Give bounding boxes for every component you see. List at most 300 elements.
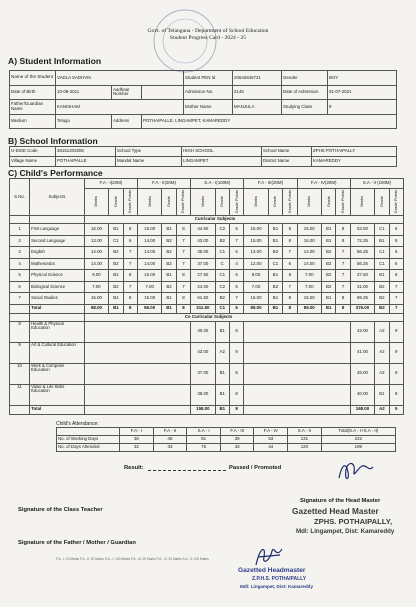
subject-score: 7: [123, 247, 137, 259]
header-line2: Student Progress Card - 2024 - 25: [169, 35, 247, 41]
subject-score: 15.00: [244, 224, 268, 236]
cocurricular-sa2: 9: [389, 321, 403, 342]
attendance-corner: [57, 428, 120, 436]
subject-score: 7: [336, 270, 350, 282]
spacer: [10, 313, 30, 321]
attendance-row-label: No. of Days Attended: [57, 444, 120, 452]
blank: [244, 384, 350, 405]
sub-header-label: Grade: [166, 195, 172, 207]
subject-score: 4: [229, 258, 243, 270]
sub-header: [268, 189, 282, 216]
gender-value: BOY: [328, 71, 397, 86]
sub-header: [283, 189, 297, 216]
subject-score: 8: [123, 270, 137, 282]
subject-score: 16.00: [297, 224, 321, 236]
school-type-value: HIGH SCHOOL: [182, 147, 262, 157]
subject-score: 7: [389, 293, 403, 305]
total-score: 7: [389, 304, 403, 313]
attendance-value: 33: [153, 444, 187, 452]
cocurricular-sa1: A2: [215, 342, 229, 363]
subject-score: B1: [109, 270, 123, 282]
subject-score: B1: [375, 235, 389, 247]
subject-score: 16.00: [84, 293, 108, 305]
subject-score: B1: [268, 224, 282, 236]
sub-header: [215, 189, 229, 216]
gender-label: Gender: [282, 71, 328, 86]
attendance-header: F.A - III: [220, 428, 254, 436]
subject-name: First Language: [30, 224, 85, 236]
subject-score: C: [215, 258, 229, 270]
subject-score: 7.00: [137, 281, 161, 293]
sub-header: [350, 189, 374, 216]
total-score: C1: [215, 304, 229, 313]
admission-label: Admission No.: [184, 85, 233, 100]
subject-score: 7.00: [297, 270, 321, 282]
subject-score: 14.00: [137, 247, 161, 259]
admission-value: 2146: [233, 85, 282, 100]
subject-score: 14.00: [137, 235, 161, 247]
subject-score: B2: [162, 247, 176, 259]
subject-name: Physical Science: [30, 270, 85, 282]
subject-score: 7.00: [297, 281, 321, 293]
subject-score: 8: [176, 224, 190, 236]
subject-score: 8: [123, 293, 137, 305]
subject-score: 14.00: [84, 258, 108, 270]
result-value: Passed / Promoted: [229, 465, 282, 471]
subject-score: B2: [321, 270, 335, 282]
subject-score: 8: [336, 293, 350, 305]
performance-table: [9, 178, 404, 415]
subject-score: B2: [375, 293, 389, 305]
subject-score: C1: [375, 258, 389, 270]
sub-header: [176, 189, 190, 216]
cocurricular-sa1: 38.00: [191, 384, 215, 405]
subject-sno: 5: [10, 270, 30, 282]
attendance-value: 33: [220, 444, 254, 452]
aadhaar-value: [142, 85, 184, 100]
exam-header: S.A - II (100M): [350, 179, 403, 189]
subject-score: 15.00: [297, 293, 321, 305]
subject-score: 15.00: [137, 224, 161, 236]
blank: [244, 405, 350, 414]
exam-header: F.A - I(20M): [84, 179, 137, 189]
sub-header: [297, 189, 321, 216]
father-value: KANISHAM: [56, 100, 184, 115]
subject-score: 7: [336, 247, 350, 259]
subject-score: B2: [109, 247, 123, 259]
exam-header: F.A - IV(20M): [297, 179, 350, 189]
subject-score: 6: [123, 235, 137, 247]
curricular-title: Curricular Subjects: [84, 216, 403, 224]
hm-stamp-line3: Mdl: Lingampet, Dist: Kamareddy: [296, 528, 395, 535]
blank: [244, 342, 350, 363]
total-score: B1: [109, 304, 123, 313]
subject-score: 35.00: [191, 247, 215, 259]
subject-score: C2: [215, 281, 229, 293]
attendance-row-label: No. of Working Days: [57, 436, 120, 444]
subject-sno: 3: [10, 247, 30, 259]
cocurricular-title: Co Curricular Subjects: [84, 313, 403, 321]
attendance-header: S.A - II: [288, 428, 322, 436]
subject-score: 8: [176, 293, 190, 305]
col-sno-header: S.No.: [10, 179, 30, 216]
sub-header: [137, 189, 161, 216]
address-value: POTHAIPALLE, LINGAMPET, KAMAREDDY: [142, 114, 397, 129]
cocurricular-sa1: 9: [229, 342, 243, 363]
subject-score: B2: [321, 258, 335, 270]
subject-score: 24.00: [191, 281, 215, 293]
headmaster-signature: [336, 458, 376, 486]
subject-score: B1: [162, 270, 176, 282]
cocurricular-total-label: Total: [30, 405, 85, 414]
pen-label: Student PEN Id: [184, 71, 233, 86]
subject-score: C1: [375, 224, 389, 236]
sub-header-label: Grade Points: [340, 189, 346, 213]
medium-label: Medium: [10, 114, 56, 129]
sub-header: [109, 189, 123, 216]
exam-header: S.A - I(100M): [191, 179, 244, 189]
subject-score: B1: [268, 235, 282, 247]
subject-score: 8: [283, 235, 297, 247]
subject-score: 7: [176, 235, 190, 247]
subject-score: 7.00: [84, 281, 108, 293]
sub-header-label: Grade Points: [286, 189, 292, 213]
subject-score: B2: [215, 235, 229, 247]
spacer: [30, 216, 85, 224]
total-score: B1: [162, 304, 176, 313]
sub-header-label: Marks: [93, 195, 99, 207]
subject-score: 37.50: [350, 270, 374, 282]
attendance-value: 46: [153, 436, 187, 444]
attendance-value: 36: [120, 436, 154, 444]
blank: [244, 363, 350, 384]
exam-header: F.A - III(20M): [244, 179, 297, 189]
subject-score: 6: [229, 247, 243, 259]
subject-score: 7: [283, 247, 297, 259]
total-score: 86.00: [137, 304, 161, 313]
subject-score: B1: [109, 224, 123, 236]
father-label: Father/Guardian Name: [10, 100, 56, 115]
subject-score: 15.00: [137, 270, 161, 282]
subject-score: 27.50: [191, 270, 215, 282]
cocurricular-sa1: 8: [229, 321, 243, 342]
subject-score: B1: [268, 270, 282, 282]
sub-header-label: Grade Points: [127, 189, 133, 213]
subject-score: B1: [162, 224, 176, 236]
doa-value: 01-07-2021: [328, 85, 397, 100]
sub-header: [244, 189, 268, 216]
header-line1: Govt. of Telangana - Department of School Education: [147, 28, 269, 34]
subject-score: 56.25: [350, 247, 374, 259]
aadhaar-label: Aadhaar Number: [112, 85, 142, 100]
subject-score: 53.50: [350, 224, 374, 236]
parent-signature-label: Signature of the Father / Mother / Guardian: [18, 540, 136, 546]
subject-score: 8: [283, 224, 297, 236]
spacer: [10, 405, 30, 414]
sub-header-label: Marks: [306, 195, 312, 207]
subject-score: 7: [176, 258, 190, 270]
attendance-header: F.A - II: [153, 428, 187, 436]
gazetted-signature: [252, 543, 286, 569]
cocurricular-sa1: 43.00: [191, 342, 215, 363]
cocurricular-sa1: B1: [215, 321, 229, 342]
subject-score: 7: [229, 235, 243, 247]
subject-score: 61.50: [191, 293, 215, 305]
sub-header-label: Grade: [112, 195, 118, 207]
attendance-value: 131: [288, 436, 322, 444]
subject-score: 8: [389, 235, 403, 247]
attendance-value: 44: [254, 444, 288, 452]
cocurricular-name: Value & Life Skills Education: [30, 384, 85, 405]
total-score: 8: [123, 304, 137, 313]
cocurricular-sa2: A2: [375, 342, 389, 363]
subject-sno: 1: [10, 224, 30, 236]
attendance-value: 91: [187, 436, 221, 444]
attendance-value: 32: [120, 444, 154, 452]
subject-score: 7: [283, 281, 297, 293]
subject-score: 44.50: [191, 224, 215, 236]
attendance-header: Total(S.A - I+S.A - II): [321, 428, 395, 436]
cocurricular-sno: 10: [10, 363, 30, 384]
attendance-value: 39: [220, 436, 254, 444]
name-label: Name of the Student: [10, 71, 56, 86]
total-score: 8: [283, 304, 297, 313]
cocurricular-sa1: 8: [229, 363, 243, 384]
sub-header: [229, 189, 243, 216]
bottom-stamp-line3: Mdl: Lingampet, Dist: Kamareddy: [240, 584, 313, 589]
subject-score: 7: [123, 258, 137, 270]
subject-score: B2: [268, 281, 282, 293]
subject-score: 14.00: [137, 258, 161, 270]
subject-score: B2: [162, 235, 176, 247]
subject-score: B1: [268, 293, 282, 305]
subject-score: C1: [215, 247, 229, 259]
subject-score: 7: [176, 247, 190, 259]
attendance-header: F.A - IV: [254, 428, 288, 436]
subject-score: 5: [229, 224, 243, 236]
subject-name: Social Studies: [30, 293, 85, 305]
subject-score: 14.00: [84, 247, 108, 259]
bottom-stamp-line1: Gazetted Headmaster: [238, 567, 306, 574]
subject-score: 7: [336, 281, 350, 293]
cocurricular-sa2: 8: [389, 384, 403, 405]
exam-header: F.A - II(20M): [137, 179, 190, 189]
cocurricular-sno: 11: [10, 384, 30, 405]
subject-sno: 2: [10, 235, 30, 247]
blank: [84, 405, 190, 414]
cocurricular-total-sa1: B1: [215, 405, 229, 414]
result-dots: [148, 470, 226, 471]
total-score: 6: [229, 304, 243, 313]
mother-value: MANJULA: [233, 100, 282, 115]
subject-score: 8: [283, 293, 297, 305]
cocurricular-total-sa1: 8: [229, 405, 243, 414]
sub-header: [321, 189, 335, 216]
subject-name: Second Language: [30, 235, 85, 247]
hm-signature-label: Signature of the Head Master: [300, 498, 381, 504]
cocurricular-sa2: 9: [389, 342, 403, 363]
mandal-value: LINGAMPET: [182, 157, 262, 167]
cocurricular-sno: 9: [10, 342, 30, 363]
subject-score: C1: [109, 235, 123, 247]
subject-score: B2: [162, 258, 176, 270]
hm-stamp-line2: ZPHS. POTHAIPALLY,: [314, 517, 393, 526]
student-info-table: [9, 70, 397, 129]
subject-score: B2: [321, 281, 335, 293]
total-score: 311.50: [191, 304, 215, 313]
col-subjects-header: Subjects: [30, 179, 85, 216]
class-label: Studying Class: [282, 100, 328, 115]
cocurricular-total-sa2: 168.00: [350, 405, 374, 414]
subject-score: B1: [321, 293, 335, 305]
cocurricular-sa1: 8: [229, 384, 243, 405]
cocurricular-sa2: 41.00: [350, 342, 374, 363]
subject-name: English: [30, 247, 85, 259]
total-score: B1: [268, 304, 282, 313]
subject-score: B2: [109, 281, 123, 293]
subject-score: 13.00: [244, 247, 268, 259]
total-score: 86.00: [244, 304, 268, 313]
cocurricular-total-sa2: A2: [375, 405, 389, 414]
attendance-header: S.A - I: [187, 428, 221, 436]
footer-note: F.A - I: 20 Marks F.A - II: 20 Marks S.A - I: 100 Marks F.A - III: 20 Marks F.A - IV: 20 Marks S.A - II: 100 Marks: [56, 557, 209, 561]
blank: [84, 384, 190, 405]
sub-header-label: Grade: [219, 195, 225, 207]
subject-score: 31.00: [350, 281, 374, 293]
class-teacher-signature-label: Signature of the Class Teacher: [18, 507, 103, 513]
spacer: [10, 304, 30, 313]
cocurricular-sa1: 40.00: [191, 321, 215, 342]
sub-header: [123, 189, 137, 216]
subject-score: 15.00: [137, 293, 161, 305]
udise-label: U-DISE Code: [10, 147, 56, 157]
subject-score: 8: [336, 224, 350, 236]
dob-value: 10-08-2011: [56, 85, 112, 100]
subject-score: 8.00: [244, 270, 268, 282]
sub-header-label: Grade: [272, 195, 278, 207]
subject-score: B2: [162, 281, 176, 293]
total-score: 88.00: [84, 304, 108, 313]
subject-score: B1: [321, 224, 335, 236]
sub-header-label: Marks: [146, 195, 152, 207]
subject-score: C1: [215, 270, 229, 282]
cocurricular-sa2: B1: [375, 384, 389, 405]
attendance-title: Child's Attendance:: [56, 421, 99, 427]
attendance-table: [56, 427, 396, 452]
total-label: Total: [30, 304, 85, 313]
sub-header: [84, 189, 108, 216]
village-value: POTHAIPALLE: [56, 157, 116, 167]
subject-score: 5: [229, 281, 243, 293]
subject-score: C1: [375, 247, 389, 259]
cocurricular-sa2: A2: [375, 363, 389, 384]
subject-score: 6: [389, 224, 403, 236]
total-score: 8: [176, 304, 190, 313]
sub-header-label: Grade: [325, 195, 331, 207]
cocurricular-name: Health & Physical Education: [30, 321, 85, 342]
subject-score: 8: [389, 270, 403, 282]
blank: [84, 321, 190, 342]
subject-score: 8: [123, 224, 137, 236]
cocurricular-sa2: A2: [375, 321, 389, 342]
subject-score: B2: [215, 293, 229, 305]
attendance-value: 222: [321, 436, 395, 444]
village-label: Village Name: [10, 157, 56, 167]
section-school-info: B) School Information: [8, 136, 98, 146]
blank: [84, 363, 190, 384]
pen-value: 20642846721: [233, 71, 282, 86]
subject-name: Mathematics: [30, 258, 85, 270]
subject-score: B2: [109, 258, 123, 270]
subject-score: 6: [283, 258, 297, 270]
subject-score: B2: [321, 247, 335, 259]
hm-stamp-line1: Gazetted Head Master: [292, 506, 379, 516]
subject-score: 7: [123, 281, 137, 293]
school-seal-icon: [150, 6, 220, 76]
subject-score: 16.00: [244, 293, 268, 305]
subject-score: 56.25: [350, 258, 374, 270]
subject-score: 43.00: [191, 235, 215, 247]
subject-sno: 7: [10, 293, 30, 305]
subject-score: B1: [162, 293, 176, 305]
school-type-label: School Type: [116, 147, 182, 157]
section-performance: C) Child's Performance: [8, 168, 103, 178]
bottom-stamp-line2: Z.P.H.S. POTHAIPALLY: [252, 576, 307, 582]
subject-score: 6: [389, 247, 403, 259]
subject-sno: 6: [10, 281, 30, 293]
sub-header: [336, 189, 350, 216]
subject-score: 7: [229, 293, 243, 305]
subject-score: B2: [268, 247, 282, 259]
subject-score: 72.25: [350, 235, 374, 247]
sub-header: [191, 189, 215, 216]
cocurricular-sa2: 9: [389, 363, 403, 384]
mandal-label: Mandal Name: [116, 157, 182, 167]
mother-label: Mother Name: [184, 100, 233, 115]
subject-score: B2: [375, 281, 389, 293]
sub-header-label: Marks: [199, 195, 205, 207]
school-info-table: [9, 146, 397, 167]
cocurricular-sa2: 45.00: [350, 363, 374, 384]
attendance-header: F.A - I: [120, 428, 154, 436]
subject-score: 6: [229, 270, 243, 282]
cocurricular-total-sa2: 9: [389, 405, 403, 414]
udise-value: 36151203306: [56, 147, 116, 157]
cocurricular-sa1: 37.00: [191, 363, 215, 384]
sub-header-label: Grade Points: [233, 189, 239, 213]
sub-header-label: Marks: [253, 195, 259, 207]
spacer: [30, 313, 85, 321]
subject-score: 8: [283, 270, 297, 282]
subject-score: 15.00: [244, 235, 268, 247]
subject-score: 8: [176, 270, 190, 282]
sub-header-label: Grade: [378, 195, 384, 207]
cocurricular-total-sa1: 158.00: [191, 405, 215, 414]
doa-label: Date of Admission: [282, 85, 328, 100]
class-value: 9: [328, 100, 397, 115]
attendance-value: 199: [321, 444, 395, 452]
total-score: 89.00: [297, 304, 321, 313]
spacer: [10, 216, 30, 224]
subject-score: B1: [375, 270, 389, 282]
attendance-value: 76: [187, 444, 221, 452]
address-label: Address: [112, 114, 142, 129]
subject-score: 14.00: [297, 258, 321, 270]
school-name-label: School Name: [262, 147, 312, 157]
subject-score: 37.00: [191, 258, 215, 270]
attendance-value: 120: [288, 444, 322, 452]
subject-score: 7.00: [244, 281, 268, 293]
